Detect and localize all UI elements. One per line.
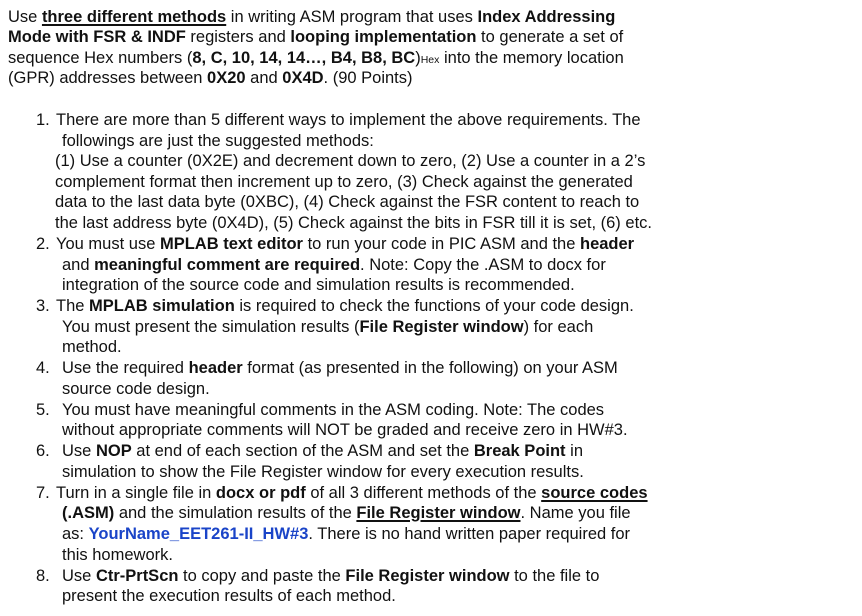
start-address: 0X20 bbox=[207, 69, 246, 87]
item-3-line-3: method. bbox=[62, 338, 122, 356]
item-emphasis: File Register window bbox=[345, 567, 510, 585]
hex-sequence: 8, C, 10, 14, 14…, B4, B8, BC bbox=[192, 49, 416, 67]
item-text: of all 3 different methods of the bbox=[305, 484, 542, 502]
item-text: Turn in a single file in bbox=[56, 484, 216, 502]
item-text: . Note: Copy the .ASM to docx for bbox=[360, 256, 606, 274]
intro-emphasis: Mode with FSR & INDF bbox=[8, 28, 186, 46]
item-text: at end of each section of the ASM and set the bbox=[131, 442, 474, 460]
item-1-line-5: data to the last data byte (0XBC), (4) Check against the FSR content to reach to bbox=[55, 193, 640, 211]
item-text: to the file to bbox=[509, 567, 600, 585]
item-text: You must use bbox=[56, 235, 160, 253]
item-2-line-1 bbox=[56, 234, 634, 255]
item-text: Use bbox=[62, 567, 96, 585]
item-7-line-3 bbox=[62, 524, 630, 545]
item-number: 4. bbox=[36, 359, 50, 377]
intro-text: to generate a set of bbox=[476, 28, 624, 46]
item-emphasis: (.ASM) bbox=[62, 504, 115, 522]
item-number: 7. bbox=[36, 484, 50, 502]
intro-line-2 bbox=[8, 27, 623, 48]
item-emphasis: header bbox=[579, 235, 635, 253]
item-number: 8. bbox=[36, 567, 50, 585]
item-text: . There is no hand written paper required for bbox=[308, 525, 631, 543]
item-1-line-1: There are more than 5 different ways to implement the above requirements. The bbox=[56, 111, 641, 129]
intro-line-1 bbox=[8, 7, 615, 28]
intro-emphasis: three different methods bbox=[41, 8, 227, 26]
item-number: 1. bbox=[36, 111, 50, 129]
item-emphasis: File Register window bbox=[356, 504, 521, 522]
item-text: ) for each bbox=[523, 318, 594, 336]
points-text: . (90 Points) bbox=[323, 69, 413, 87]
item-text: Use the required bbox=[62, 359, 189, 377]
intro-text: into the memory location bbox=[439, 49, 624, 67]
item-number: 6. bbox=[36, 442, 50, 460]
intro-emphasis: looping implementation bbox=[290, 28, 477, 46]
item-text: The bbox=[56, 297, 90, 315]
item-emphasis: source codes bbox=[541, 484, 648, 502]
item-1-line-6: the last address byte (0X4D), (5) Check against the bits in FSR till it is set, (6) etc. bbox=[55, 214, 652, 232]
intro-emphasis: Index Addressing bbox=[477, 8, 616, 26]
item-3-line-2 bbox=[62, 317, 593, 338]
item-4-line-1 bbox=[62, 358, 618, 379]
item-text: Use bbox=[62, 442, 96, 460]
item-text: format (as presented in the following) on your ASM bbox=[242, 359, 618, 377]
item-text: in bbox=[565, 442, 583, 460]
item-text: . Name you file bbox=[520, 504, 631, 522]
hex-subscript: Hex bbox=[420, 54, 440, 66]
item-6-line-1 bbox=[62, 441, 583, 462]
intro-text: ) bbox=[415, 49, 421, 67]
item-1-line-2: followings are just the suggested methods: bbox=[62, 132, 374, 150]
item-5-line-2: without appropriate comments will NOT be graded and receive zero in HW#3. bbox=[62, 421, 628, 439]
item-7-line-2 bbox=[62, 503, 631, 524]
item-4-line-2: source code design. bbox=[62, 380, 210, 398]
item-emphasis: docx or pdf bbox=[215, 484, 306, 502]
intro-text: and bbox=[245, 69, 283, 87]
item-emphasis: header bbox=[188, 359, 243, 377]
item-number: 3. bbox=[36, 297, 50, 315]
intro-text: (GPR) addresses between bbox=[8, 69, 208, 87]
item-text: and the simulation results of the bbox=[114, 504, 357, 522]
intro-text: Use bbox=[8, 8, 42, 26]
item-emphasis: MPLAB simulation bbox=[89, 297, 235, 315]
filename-text: YourName_EET261-II_HW#3 bbox=[88, 525, 309, 543]
item-emphasis: NOP bbox=[95, 442, 132, 460]
item-2-line-2 bbox=[62, 255, 606, 276]
item-emphasis: Break Point bbox=[473, 442, 566, 460]
item-3-line-1 bbox=[56, 296, 634, 317]
item-2-line-3: integration of the source code and simulation results is recommended. bbox=[62, 276, 575, 294]
intro-text: in writing ASM program that uses bbox=[226, 8, 478, 26]
intro-line-4 bbox=[8, 68, 413, 89]
item-text: You must present the simulation results ( bbox=[62, 318, 360, 336]
item-7-line-4: this homework. bbox=[62, 546, 173, 564]
item-number: 2. bbox=[36, 235, 50, 253]
item-8-line-1 bbox=[62, 566, 599, 587]
item-text: to copy and paste the bbox=[178, 567, 346, 585]
item-1-line-4: complement format then increment up to zero, (3) Check against the generated bbox=[55, 173, 633, 191]
item-7-line-1 bbox=[56, 483, 648, 504]
item-1-line-3: (1) Use a counter (0X2E) and decrement down to zero, (2) Use a counter in a 2’s bbox=[55, 152, 646, 170]
item-number: 5. bbox=[36, 401, 50, 419]
item-emphasis: Ctr-PrtScn bbox=[95, 567, 179, 585]
item-text: to run your code in PIC ASM and the bbox=[302, 235, 580, 253]
intro-text: sequence Hex numbers ( bbox=[8, 49, 193, 67]
intro-text: registers and bbox=[185, 28, 291, 46]
item-emphasis: meaningful comment are required bbox=[94, 256, 361, 274]
item-emphasis: MPLAB text editor bbox=[159, 235, 303, 253]
item-text: and bbox=[62, 256, 95, 274]
end-address: 0X4D bbox=[282, 69, 324, 87]
item-text: as: bbox=[62, 525, 89, 543]
item-5-line-1: You must have meaningful comments in the ASM coding. Note: The codes bbox=[62, 401, 605, 419]
item-emphasis: File Register window bbox=[359, 318, 524, 336]
item-text: is required to check the functions of your code design. bbox=[234, 297, 634, 315]
item-8-line-2: present the execution results of each method. bbox=[62, 587, 396, 605]
item-6-line-2: simulation to show the File Register window for every execution results. bbox=[62, 463, 584, 481]
